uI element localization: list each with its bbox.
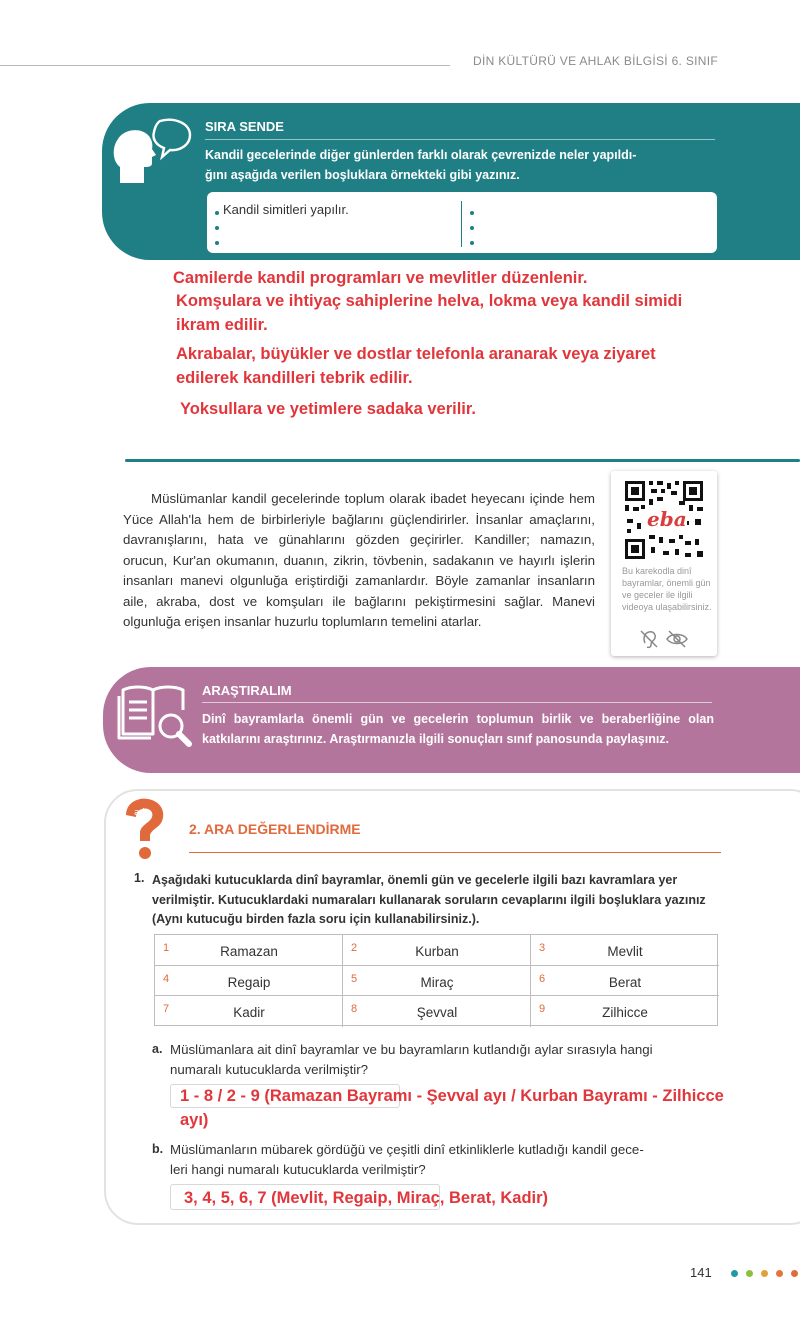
cell-number: 5: [351, 972, 358, 985]
cell-label: Şevval: [416, 1005, 458, 1021]
cell-label: Berat: [608, 974, 642, 990]
svg-text:a b: a b: [134, 808, 149, 818]
answer-text: Akrabalar, büyükler ve dostlar telefonla aranarak veya ziyaret: [176, 345, 656, 363]
book-magnifier-icon: [117, 680, 195, 748]
cell-label: Kadir: [233, 1005, 265, 1021]
grid-cell: [343, 996, 531, 1027]
decor-dot: [761, 1270, 768, 1277]
answer-text: 3, 4, 5, 6, 7 (Mevlit, Regaip, Miraç, Berat, Kadir): [184, 1189, 549, 1207]
instruction-line: Kandil gecelerinde diğer günlerden farklı olarak çevrenizde neler yapıldı-: [205, 148, 637, 162]
sub-question-line: leri hangi numaralı kutucuklarda verilmiştir?: [170, 1161, 426, 1177]
answer-text: Yoksullara ve yetimlere sadaka verilir.: [180, 400, 476, 418]
book-title: DİN KÜLTÜRÜ VE AHLAK BİLGİSİ 6. SINIF: [473, 54, 718, 68]
question-number: 1.: [134, 871, 145, 885]
cell-label: Miraç: [420, 974, 454, 990]
cell-number: 1: [163, 942, 170, 954]
hearing-impaired-icon: [641, 631, 657, 647]
concept-grid: [154, 934, 718, 1026]
answer-text: ikram edilir.: [176, 316, 268, 334]
cell-label: Kurban: [415, 944, 459, 959]
decor-dot: [791, 1270, 798, 1277]
grid-cell: [155, 935, 343, 966]
answer-text: Komşulara ve ihtiyaç sahiplerine helva, lokma veya kandil simidi: [176, 292, 683, 310]
instruction-line: ğını aşağıda verilen boşluklara örnekteki gibi yazınız.: [205, 168, 520, 182]
header-rule: [0, 65, 450, 66]
bullet: [470, 241, 474, 245]
grid-cell: [343, 935, 531, 966]
sira-sende-title: SIRA SENDE: [205, 119, 284, 134]
question-text: Aşağıdaki kutucuklarda dinî bayramlar, önemli gün ve gecelerle ilgili bazı kavramlara yer verilmiştir. Kutucuklardaki numaraları kullanarak soruların cevaplarını ilgili boşluklara yazınız (Aynı kutucuğu birden fazla soru için kullanabilirsiniz.).: [152, 873, 706, 926]
arastiralim-rule: [202, 702, 712, 703]
cell-number: 8: [351, 1003, 358, 1016]
bullet: [215, 211, 219, 215]
sira-sende-instruction: [205, 145, 720, 185]
decor-dot: [746, 1270, 753, 1277]
sub-question-line: Müslümanlara ait dinî bayramlar ve bu bayramların kutlandığı aylar sırasıyla hangi: [170, 1042, 653, 1057]
cell-number: 9: [539, 1003, 546, 1016]
arastiralim-title: ARAŞTIRALIM: [202, 683, 292, 698]
decor-dot: [776, 1270, 783, 1277]
bullet: [470, 211, 474, 215]
section-divider: [125, 459, 800, 462]
bullet: [215, 241, 219, 245]
eba-logo: eba: [647, 507, 687, 531]
cell-label: Mevlit: [607, 944, 643, 959]
sub-question-label: b.: [152, 1142, 164, 1156]
grid-cell: [531, 996, 719, 1027]
decor-dot: [731, 1270, 738, 1277]
grid-cell: [531, 935, 719, 966]
grid-cell: [343, 966, 531, 997]
answer-text: 1 - 8 / 2 - 9 (Ramazan Bayramı - Şevval ayı / Kurban Bayramı - Zilhicce: [180, 1087, 724, 1105]
grid-cell: [155, 966, 343, 997]
cell-number: 6: [539, 972, 546, 985]
visually-impaired-icon: [667, 631, 687, 647]
cell-number: 2: [351, 942, 358, 954]
cell-number: 7: [163, 1003, 170, 1016]
cell-label: Ramazan: [220, 944, 278, 959]
question-head-icon: [122, 797, 172, 865]
answer-text: ayı): [180, 1111, 209, 1129]
sub-question-text: [170, 1140, 720, 1179]
qr-card[interactable]: [611, 471, 717, 656]
arastiralim-text: Dinî bayramlarla önemli gün ve gecelerin toplumun birlik ve beraberliğine olan katkılarını araştırınız. Araştırmanızla ilgili sonuçları sınıf panosunda paylaşınız.: [202, 712, 714, 746]
bullet: [215, 226, 219, 230]
sub-question-label: a.: [152, 1042, 163, 1056]
page-number: 141: [690, 1265, 712, 1280]
cell-label: Regaip: [227, 974, 271, 990]
sub-question-text: [170, 1040, 720, 1079]
sira-sende-rule: [205, 139, 715, 140]
answer-text: edilerek kandilleri tebrik edilir.: [176, 369, 413, 387]
grid-cell: [155, 996, 343, 1027]
accessibility-icons: [639, 629, 693, 649]
sub-question-line: Müslümanların mübarek gördüğü ve çeşitli dinî etkinliklerle kutladığı kandil gece-: [170, 1142, 644, 1157]
cell-number: 4: [163, 972, 170, 985]
example-answer: Kandil simitleri yapılır.: [223, 202, 349, 217]
bullet: [470, 226, 474, 230]
cell-label: Zilhicce: [602, 1005, 648, 1021]
assessment-title: 2. ARA DEĞERLENDİRME: [189, 821, 361, 837]
qr-caption: Bu karekodla dinî bayramlar, önemli gün ve geceler ile ilgili videoya ulaşabilirsiniz.: [622, 566, 712, 612]
assessment-rule: [189, 852, 721, 853]
sub-question-line: numaralı kutucuklarda verilmiştir?: [170, 1061, 369, 1077]
grid-cell: [531, 966, 719, 997]
panel-divider: [461, 201, 462, 247]
body-paragraph: Müslümanlar kandil gecelerinde toplum olarak ibadet heyecanı içinde hem Yüce Allah'la hem de birbirleriyle bağlarını güçlendirirler. İnsanlar amaçlarını, davranışlarını, hata ve günahlarını gözden geçirirler. Kandiller; namazın, orucun, Kur'an okumanın, duanın, zikrin, tövbenin, sadakanın ve hayırlı işlerin insanları manevi olgunluğa eriştirdiği zamanlardır. Böyle zamanlar insanların aile, akraba, dost ve komşuları ile bağlarını pekiştirmesini sağlar. Manevi olgunluğa erişen insanlar huzurlu toplumların temelini atarlar.: [123, 491, 595, 629]
answer-text: Camilerde kandil programları ve mevlitler düzenlenir.: [173, 269, 588, 287]
cell-number: 3: [539, 942, 546, 954]
speaking-head-icon: [110, 117, 195, 187]
